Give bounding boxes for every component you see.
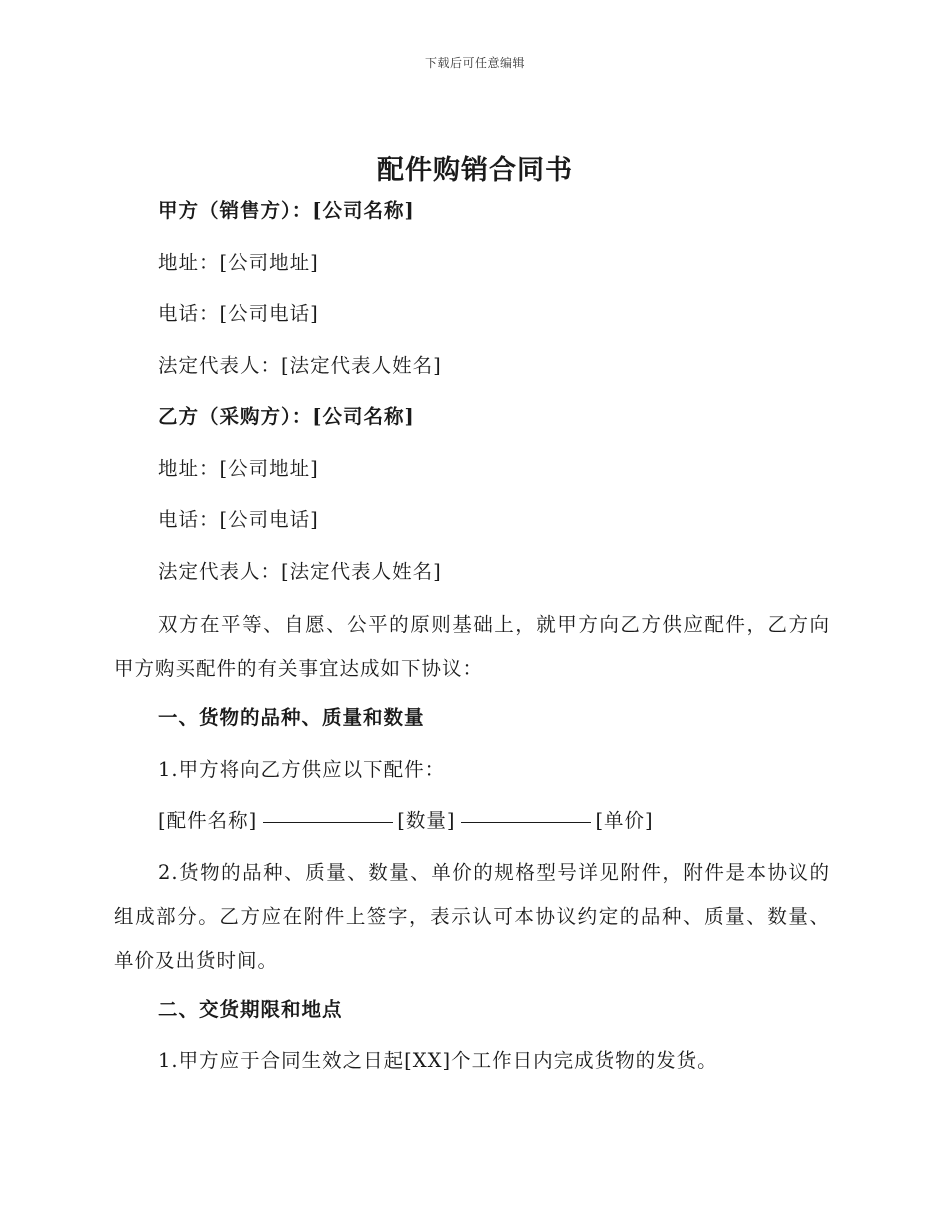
preamble-paragraph: 双方在平等、自愿、公平的原则基础上，就甲方向乙方供应配件，乙方向甲方购买配件的有关事宜达成如下协议： (114, 613, 830, 680)
spec-unit-price: [单价] (595, 809, 654, 832)
spec-rule-1 (263, 822, 393, 823)
spec-row (158, 808, 654, 834)
party-a-heading: 甲方（销售方）：[公司名称] (158, 199, 415, 222)
party-b-heading: 乙方（采购方）：[公司名称] (158, 405, 415, 428)
spec-quantity: [数量] (397, 809, 456, 832)
section2-heading: 二、交货期限和地点 (158, 998, 343, 1021)
section2-item1: 1.甲方应于合同生效之日起[XX]个工作日内完成货物的发货。 (158, 1049, 718, 1072)
spec-part-name: [配件名称] (158, 809, 258, 832)
party-a-phone: 电话：[公司电话] (158, 302, 319, 325)
section1-heading: 一、货物的品种、质量和数量 (158, 706, 425, 729)
party-b-phone: 电话：[公司电话] (158, 508, 319, 531)
section1-item1: 1.甲方将向乙方供应以下配件： (158, 758, 446, 781)
party-b-address: 地址：[公司地址] (158, 457, 319, 480)
party-a-address: 地址：[公司地址] (158, 251, 319, 274)
spec-rule-2 (461, 822, 591, 823)
header-note: 下载后可任意编辑 (424, 56, 525, 70)
party-b-representative: 法定代表人：[法定代表人姓名] (158, 560, 442, 583)
section1-item2: 2.货物的品种、质量、数量、单价的规格型号详见附件，附件是本协议的组成部分。乙方应在附件上签字，表示认可本协议约定的品种、质量、数量、单价及出货时间。 (114, 861, 830, 972)
party-a-representative: 法定代表人：[法定代表人姓名] (158, 354, 442, 377)
document-title: 配件购销合同书 (377, 155, 573, 186)
